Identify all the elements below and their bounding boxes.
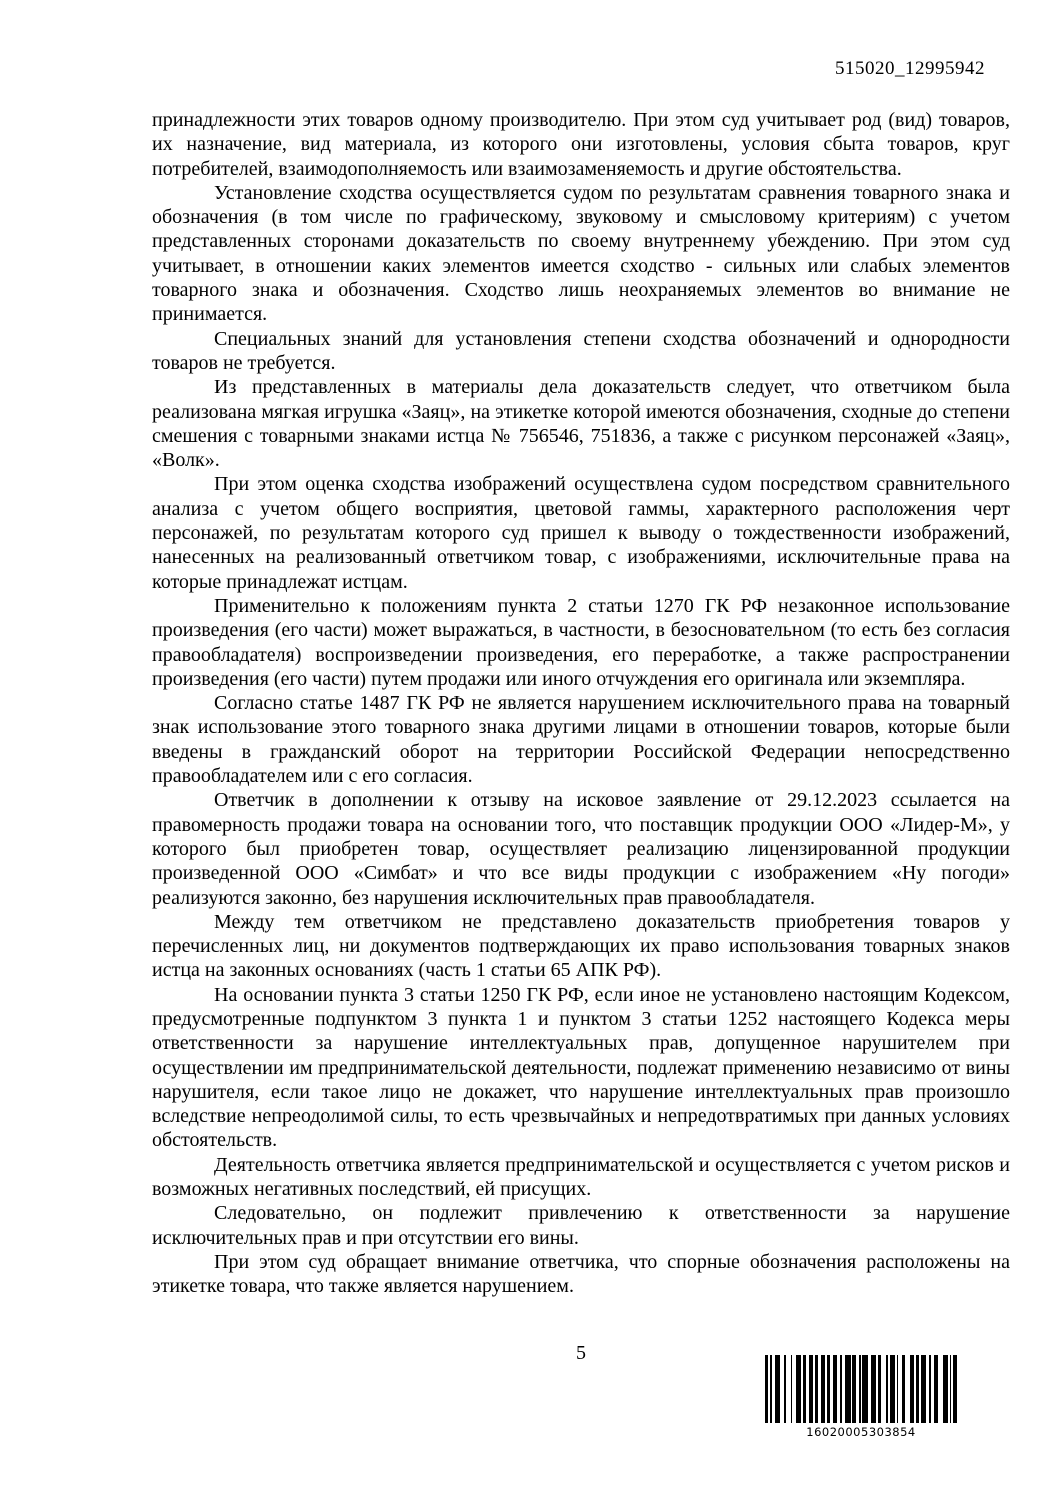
paragraph: На основании пункта 3 статьи 1250 ГК РФ, если иное не установлено настоящим Кодексом, предусмотренные подпунктом 3 пункта 1 и пунктом 3 статьи 1252 настоящего Кодекса меры ответственности за нарушение интеллектуальных прав, допущенное нарушителем при осуществлении им предпринимательской деятельности, подлежат применению независимо от вины нарушителя, если такое лицо не докажет, что нарушение интеллектуальных прав произошло вследствие непреодолимой силы, то есть чрезвычайных и непредотвратимых при данных условиях обстоятельств. <box>152 983 1010 1152</box>
barcode-bar <box>852 1355 855 1423</box>
barcode-bar <box>929 1355 931 1423</box>
barcode-bar <box>775 1355 780 1423</box>
barcode-bar <box>897 1355 899 1423</box>
paragraph: Между тем ответчиком не представлено доказательств приобретения товаров у перечисленных лиц, ни документов подтверждающих их право использования товарных знаков истца на законных основаниях (часть 1 статьи 65 АПК РФ). <box>152 910 1010 982</box>
barcode-bar <box>765 1355 768 1423</box>
barcode-bar <box>784 1355 786 1423</box>
barcode-bar <box>840 1355 842 1423</box>
document-reference-number: 515020_12995942 <box>835 58 985 79</box>
barcode-bar <box>770 1355 772 1423</box>
barcode-bar <box>910 1355 913 1423</box>
paragraph: Ответчик в дополнении к отзыву на исковое заявление от 29.12.2023 ссылается на правомерность продажи товара на основании того, что поставщик продукции ООО «Лидер-М», у которого был приобретен товар, осуществляет реализацию лицензированной продукции произведенной ООО «Симбат» и что все виды продукции с изображением «Ну погоди» реализуются законно, без нарушения исключительных прав правообладателя. <box>152 789 1010 909</box>
barcode-bar <box>934 1355 937 1423</box>
barcode-bar <box>862 1355 867 1423</box>
barcode-bar <box>791 1355 793 1423</box>
barcode-bar <box>950 1355 952 1423</box>
barcode-bar <box>890 1355 895 1423</box>
paragraph: Деятельность ответчика является предпринимательской и осуществляется с учетом рисков и возможных негативных последствий, ей присущих. <box>152 1153 1010 1201</box>
barcode <box>765 1355 957 1439</box>
barcode-bar <box>821 1355 824 1423</box>
barcode-bar <box>902 1355 905 1423</box>
barcode-bar <box>796 1355 801 1423</box>
barcode-bars <box>765 1355 957 1423</box>
barcode-bar <box>953 1355 956 1423</box>
paragraph: Применительно к положениям пункта 2 статьи 1270 ГК РФ незаконное использование произведения (его части) может выражаться, в частности, в безосновательном (то есть без согласия правообладателя) воспроизведении произведения, его переработке, а также распространении произведения (его части) путем продажи или иного отчуждения его оригинала или экземпляра. <box>152 594 1010 690</box>
barcode-bar <box>827 1355 830 1423</box>
barcode-bar <box>803 1355 806 1423</box>
barcode-bar <box>943 1355 948 1423</box>
barcode-bar <box>859 1355 861 1423</box>
barcode-bar <box>916 1355 919 1423</box>
barcode-bar <box>815 1355 818 1423</box>
barcode-bar <box>809 1355 812 1423</box>
paragraph: Согласно статье 1487 ГК РФ не является нарушением исключительного права на товарный знак использование этого товарного знака другими лицами в отношении товаров, которые были введены в гражданский оборот на территории Российской Федерации непосредственно правообладателем или с его согласия. <box>152 692 1010 788</box>
barcode-bar <box>878 1355 881 1423</box>
barcode-bar <box>886 1355 888 1423</box>
document-body <box>152 108 1010 1299</box>
barcode-number: 16020005303854 <box>806 1425 916 1439</box>
paragraph: Из представленных в материалы дела доказательств следует, что ответчиком была реализована мягкая игрушка «Заяц», на этикетке которой имеются обозначения, сходные до степени смешения с товарными знаками истца № 756546, 751836, а также с рисунком персонажей «Заяц», «Волк». <box>152 376 1010 472</box>
barcode-bar <box>833 1355 836 1423</box>
paragraph: При этом оценка сходства изображений осуществлена судом посредством сравнительного анализа с учетом общего восприятия, цветовой гаммы, характерного расположения черт персонажей, по результатам которого суд пришел к выводу о тождественности изображений, нанесенных на реализованный ответчиком товар, с изображениями, исключительные права на которые принадлежат истцам. <box>152 473 1010 593</box>
page-number: 5 <box>576 1342 586 1364</box>
paragraph: Следовательно, он подлежит привлечению к ответственности за нарушение исключительных прав и при отсутствии его вины. <box>152 1202 1010 1249</box>
paragraph: При этом суд обращает внимание ответчика, что спорные обозначения расположены на этикетке товара, что также является нарушением. <box>152 1250 1010 1298</box>
paragraph: Специальных знаний для установления степени сходства обозначений и однородности товаров не требуется. <box>152 327 1010 374</box>
paragraph: Установление сходства осуществляется судом по результатам сравнения товарного знака и обозначения (в том числе по графическому, звуковому и смысловому критериям) с учетом представленных сторонами доказательств по своему внутреннему убеждению. При этом суд учитывает, в отношении каких элементов имеется сходство - сильных или слабых элементов товарного знака и обозначения. Сходство лишь неохраняемых элементов во внимание не принимается. <box>152 181 1010 326</box>
barcode-bar <box>921 1355 926 1423</box>
paragraph: принадлежности этих товаров одному производителю. При этом суд учитывает род (вид) товаров, их назначение, вид материала, из которого они изготовлены, условия сбыта товаров, круг потребителей, взаимодополняемость или взаимозаменяемость и другие обстоятельства. <box>152 109 1010 180</box>
barcode-bar <box>871 1355 876 1423</box>
barcode-bar <box>845 1355 850 1423</box>
